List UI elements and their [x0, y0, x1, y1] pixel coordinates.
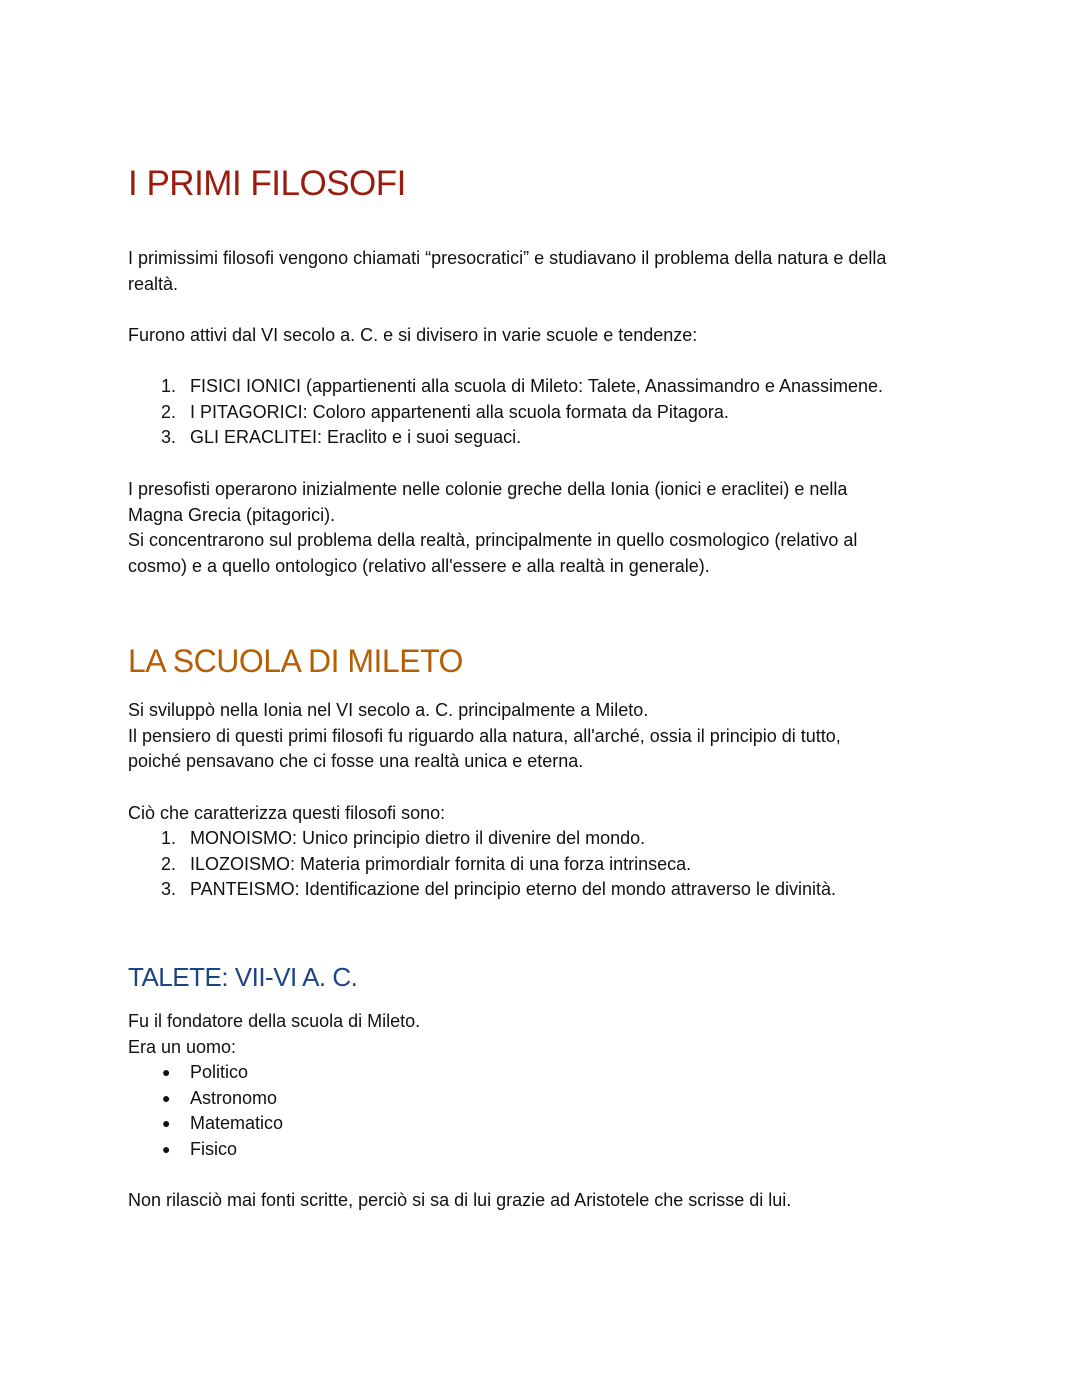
paragraph-line: Magna Grecia (pitagorici).: [128, 504, 336, 525]
bullet-list-ruoli: [128, 1060, 283, 1162]
list-item-text: ILOZOISMO: Materia primordialr fornita di una forza intrinseca.: [190, 853, 692, 874]
section-title-talete: TALETE: VII-VI A. C.: [128, 962, 358, 992]
list-item-text: FISICI IONICI (appartienenti alla scuola di Mileto: Talete, Anassimandro e Anassimene.: [190, 376, 884, 396]
bullet-icon: ●: [162, 1140, 171, 1157]
paragraph-line: Era un uomo:: [128, 1036, 237, 1057]
paragraph-caratteristiche: Ciò che caratterizza questi filosofi sono:: [128, 803, 446, 823]
list-item: [128, 852, 836, 878]
paragraph-line: realtà.: [128, 273, 179, 294]
bullet-icon: ●: [162, 1089, 171, 1106]
list-number: 1.: [160, 376, 176, 396]
list-number: 1.: [160, 828, 176, 848]
list-number: 3.: [160, 427, 176, 448]
list-item-text: I PITAGORICI: Coloro appartenenti alla scuola formata da Pitagora.: [190, 401, 729, 422]
paragraph-line: Fu il fondatore della scuola di Mileto.: [128, 1011, 421, 1031]
list-item: [128, 425, 883, 451]
bullet-icon: ●: [162, 1115, 171, 1132]
paragraph-presofisti: [128, 477, 958, 579]
list-item: [128, 400, 883, 426]
paragraph-line: Il pensiero di questi primi filosofi fu riguardo alla natura, all'arché, ossia il principio di tutto,: [128, 725, 841, 746]
paragraph-schools: Furono attivi dal VI secolo a. C. e si divisero in varie scuole e tendenze:: [128, 325, 698, 345]
list-item: [128, 1137, 283, 1163]
paragraph-line: Si concentrarono sul problema della realtà, principalmente in quello cosmologico (relativo al: [128, 530, 858, 551]
list-item: [128, 1060, 283, 1086]
paragraph-talete-intro: [128, 1009, 958, 1060]
paragraph-mileto-intro: [128, 698, 958, 775]
paragraph-line: I presofisti operarono inizialmente nelle colonie greche della Ionia (ionici e eraclitei) e nella: [128, 479, 848, 499]
list-item-text: Politico: [190, 1062, 249, 1082]
paragraph-aristotele: Non rilasciò mai fonti scritte, perciò si sa di lui grazie ad Aristotele che scrisse di lui.: [128, 1190, 792, 1210]
list-number: 2.: [160, 401, 176, 422]
list-item: [128, 1086, 283, 1112]
list-item-text: MONOISMO: Unico principio dietro il divenire del mondo.: [190, 828, 646, 848]
section-title-primi-filosofi: I PRIMI FILOSOFI: [128, 164, 406, 203]
list-item: [128, 826, 836, 852]
paragraph-intro: [128, 246, 958, 297]
list-item-text: Matematico: [190, 1113, 284, 1134]
bullet-icon: ●: [162, 1064, 171, 1080]
list-item: [128, 374, 883, 400]
paragraph-line: I primissimi filosofi vengono chiamati “presocratici” e studiavano il problema della natura e della: [128, 248, 887, 268]
list-item: [128, 1111, 283, 1137]
paragraph-line: poiché pensavano che ci fosse una realtà unica e eterna.: [128, 751, 584, 772]
list-item-text: Fisico: [190, 1138, 238, 1159]
list-item: [128, 877, 836, 903]
section-title-scuola-di-mileto: LA SCUOLA DI MILETO: [128, 643, 463, 679]
list-item-text: Astronomo: [190, 1087, 278, 1108]
list-item-text: PANTEISMO: Identificazione del principio eterno del mondo attraverso le divinità.: [190, 879, 836, 900]
numbered-list-schools: [128, 374, 883, 451]
list-number: 2.: [160, 853, 176, 874]
paragraph-line: Si sviluppò nella Ionia nel VI secolo a. C. principalmente a Mileto.: [128, 700, 649, 720]
numbered-list-caratteristiche: [128, 826, 836, 903]
list-number: 3.: [160, 879, 176, 900]
paragraph-line: cosmo) e a quello ontologico (relativo all'essere e alla realtà in generale).: [128, 555, 710, 576]
list-item-text: GLI ERACLITEI: Eraclito e i suoi seguaci.: [190, 427, 522, 448]
